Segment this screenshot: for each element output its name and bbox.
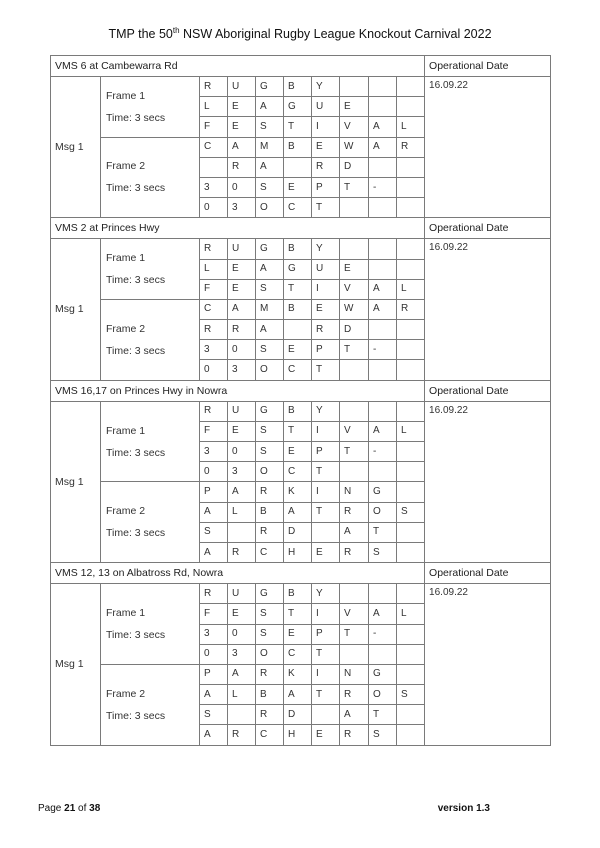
message-label: Msg 1 xyxy=(51,239,101,380)
operational-date: 16.09.22 xyxy=(425,401,551,563)
letter-cell: P xyxy=(312,340,340,360)
letter-cell xyxy=(397,462,425,482)
letter-cell: T xyxy=(340,442,369,462)
letter-cell: B xyxy=(256,685,284,705)
frame-cell xyxy=(101,482,200,563)
letter-cell: R xyxy=(256,705,284,725)
letter-cell: V xyxy=(340,117,369,137)
letter-cell: R xyxy=(340,502,369,522)
letter-cell: V xyxy=(340,604,369,624)
title-suffix: NSW Aboriginal Rugby League Knockout Carnival 2022 xyxy=(179,27,492,42)
letter-cell xyxy=(397,177,425,197)
letter-cell xyxy=(397,239,425,259)
frame-cell xyxy=(101,137,200,218)
letter-cell: E xyxy=(228,259,256,279)
letter-cell: - xyxy=(369,624,397,644)
letter-cell: L xyxy=(397,117,425,137)
letter-cell: V xyxy=(340,421,369,441)
letter-cell xyxy=(340,198,369,218)
operational-date: 16.09.22 xyxy=(425,239,551,380)
letter-cell: 0 xyxy=(200,360,228,380)
letter-cell: G xyxy=(256,401,284,421)
letter-cell: S xyxy=(256,177,284,197)
letter-cell: P xyxy=(200,664,228,684)
letter-cell xyxy=(340,360,369,380)
letter-cell: 0 xyxy=(200,198,228,218)
letter-row xyxy=(51,401,551,421)
letter-cell xyxy=(397,482,425,502)
letter-cell: K xyxy=(284,482,312,502)
letter-cell: A xyxy=(228,137,256,157)
letter-cell: S xyxy=(369,725,397,745)
letter-cell xyxy=(340,584,369,604)
letter-cell: A xyxy=(369,421,397,441)
letter-cell: T xyxy=(312,198,340,218)
letter-cell xyxy=(340,462,369,482)
letter-cell: N xyxy=(340,482,369,502)
letter-cell: S xyxy=(256,117,284,137)
message-label: Msg 1 xyxy=(51,77,101,218)
letter-cell: 3 xyxy=(200,624,228,644)
letter-cell: 0 xyxy=(228,177,256,197)
letter-cell: 3 xyxy=(200,442,228,462)
letter-cell: E xyxy=(228,604,256,624)
letter-cell: T xyxy=(340,340,369,360)
letter-cell: T xyxy=(312,502,340,522)
letter-cell: G xyxy=(369,664,397,684)
letter-cell: R xyxy=(256,522,284,542)
letter-cell: P xyxy=(200,482,228,502)
letter-cell: 0 xyxy=(228,624,256,644)
letter-cell: U xyxy=(228,584,256,604)
letter-cell xyxy=(397,725,425,745)
letter-cell: R xyxy=(200,77,228,97)
title-superscript: th xyxy=(172,26,180,35)
letter-cell: C xyxy=(284,198,312,218)
letter-cell xyxy=(340,401,369,421)
letter-cell: H xyxy=(284,725,312,745)
letter-cell: E xyxy=(228,117,256,137)
letter-cell: R xyxy=(312,320,340,340)
letter-cell: A xyxy=(256,259,284,279)
letter-cell: A xyxy=(369,117,397,137)
letter-cell: E xyxy=(284,177,312,197)
letter-cell xyxy=(397,401,425,421)
letter-cell: O xyxy=(369,502,397,522)
letter-cell: - xyxy=(369,340,397,360)
letter-cell: T xyxy=(284,421,312,441)
letter-cell: A xyxy=(369,137,397,157)
letter-cell: Y xyxy=(312,401,340,421)
operational-date-header: Operational Date xyxy=(425,380,551,401)
frame-time: Time: 3 secs xyxy=(106,344,166,357)
letter-cell: R xyxy=(200,401,228,421)
letter-cell xyxy=(228,705,256,725)
letter-cell: S xyxy=(200,705,228,725)
letter-cell: A xyxy=(256,157,284,177)
frame-cell xyxy=(101,584,200,665)
frame-cell xyxy=(101,401,200,482)
version-label: version 1.3 xyxy=(437,803,490,814)
frame-time: Time: 3 secs xyxy=(106,111,166,124)
section-header-row xyxy=(51,563,551,584)
letter-cell: A xyxy=(369,279,397,299)
letter-cell xyxy=(340,77,369,97)
frame-name: Frame 2 xyxy=(106,322,146,335)
frame-cell xyxy=(101,77,200,138)
letter-cell: E xyxy=(228,279,256,299)
letter-cell xyxy=(397,664,425,684)
letter-cell: A xyxy=(369,299,397,319)
letter-cell: R xyxy=(228,725,256,745)
letter-cell xyxy=(369,320,397,340)
letter-cell: S xyxy=(397,502,425,522)
letter-cell: R xyxy=(228,157,256,177)
letter-cell xyxy=(312,522,340,542)
letter-cell: 3 xyxy=(228,644,256,664)
operational-date: 16.09.22 xyxy=(425,77,551,218)
section-header-row xyxy=(51,56,551,77)
operational-date-header: Operational Date xyxy=(425,563,551,584)
letter-cell: Y xyxy=(312,584,340,604)
letter-cell: U xyxy=(228,239,256,259)
letter-cell: T xyxy=(312,644,340,664)
of-word: of xyxy=(75,803,90,814)
letter-cell: 3 xyxy=(228,198,256,218)
letter-cell: B xyxy=(256,502,284,522)
letter-cell xyxy=(397,624,425,644)
letter-cell: E xyxy=(228,421,256,441)
letter-cell: E xyxy=(284,624,312,644)
letter-cell: B xyxy=(284,77,312,97)
letter-cell xyxy=(200,157,228,177)
letter-cell: A xyxy=(284,685,312,705)
frame-time: Time: 3 secs xyxy=(106,709,166,722)
frame-time: Time: 3 secs xyxy=(106,629,166,641)
letter-cell xyxy=(397,705,425,725)
letter-cell: C xyxy=(256,725,284,745)
letter-cell: E xyxy=(284,442,312,462)
letter-cell xyxy=(369,77,397,97)
title-prefix: TMP the 50 xyxy=(108,27,173,42)
letter-cell: P xyxy=(312,442,340,462)
frame-name: Frame 1 xyxy=(106,424,146,437)
letter-cell: A xyxy=(200,542,228,562)
letter-cell: E xyxy=(284,340,312,360)
letter-cell xyxy=(397,77,425,97)
letter-cell xyxy=(397,442,425,462)
letter-cell: A xyxy=(200,725,228,745)
letter-cell: I xyxy=(312,421,340,441)
letter-cell: A xyxy=(228,482,256,502)
letter-cell: S xyxy=(256,442,284,462)
letter-cell: W xyxy=(340,299,369,319)
letter-cell: T xyxy=(284,604,312,624)
letter-cell: P xyxy=(312,177,340,197)
letter-cell xyxy=(397,259,425,279)
letter-cell: L xyxy=(200,97,228,117)
letter-cell: U xyxy=(228,401,256,421)
letter-cell xyxy=(284,157,312,177)
letter-cell: R xyxy=(340,685,369,705)
letter-cell: C xyxy=(284,462,312,482)
letter-cell: - xyxy=(369,177,397,197)
letter-cell xyxy=(369,584,397,604)
frame-time: Time: 3 secs xyxy=(106,527,166,540)
letter-cell: U xyxy=(312,97,340,117)
letter-cell: C xyxy=(256,542,284,562)
letter-cell: D xyxy=(284,705,312,725)
letter-cell xyxy=(369,157,397,177)
letter-cell: R xyxy=(397,137,425,157)
letter-cell: 3 xyxy=(228,360,256,380)
letter-cell xyxy=(397,340,425,360)
letter-cell: T xyxy=(340,624,369,644)
letter-cell: I xyxy=(312,664,340,684)
section-header-row xyxy=(51,218,551,239)
letter-row xyxy=(51,77,551,97)
letter-cell: E xyxy=(228,97,256,117)
letter-cell: S xyxy=(200,522,228,542)
letter-cell: 0 xyxy=(200,462,228,482)
letter-cell: V xyxy=(340,279,369,299)
letter-cell: P xyxy=(312,624,340,644)
vms-message-table xyxy=(50,55,551,746)
letter-cell: F xyxy=(200,421,228,441)
operational-date-header: Operational Date xyxy=(425,56,551,77)
frame-cell xyxy=(101,239,200,300)
vms-location: VMS 2 at Princes Hwy xyxy=(51,218,425,239)
letter-cell: G xyxy=(256,239,284,259)
letter-cell: D xyxy=(284,522,312,542)
page-current: 21 xyxy=(64,803,76,814)
letter-cell xyxy=(340,644,369,664)
letter-cell: R xyxy=(340,542,369,562)
letter-cell: T xyxy=(340,177,369,197)
letter-cell: G xyxy=(256,584,284,604)
operational-date-header: Operational Date xyxy=(425,218,551,239)
letter-cell: 3 xyxy=(228,462,256,482)
letter-cell: S xyxy=(397,685,425,705)
letter-cell: L xyxy=(200,259,228,279)
letter-cell: A xyxy=(200,502,228,522)
letter-cell: K xyxy=(284,664,312,684)
letter-cell: Y xyxy=(312,239,340,259)
letter-cell xyxy=(397,360,425,380)
letter-cell: I xyxy=(312,279,340,299)
letter-cell: S xyxy=(256,279,284,299)
vms-location: VMS 16,17 on Princes Hwy in Nowra xyxy=(51,380,425,401)
letter-cell xyxy=(397,198,425,218)
letter-cell: E xyxy=(312,137,340,157)
letter-cell xyxy=(397,522,425,542)
letter-cell: E xyxy=(312,299,340,319)
letter-cell: S xyxy=(256,604,284,624)
letter-cell: F xyxy=(200,279,228,299)
letter-cell: R xyxy=(397,299,425,319)
letter-cell xyxy=(369,239,397,259)
letter-cell: R xyxy=(228,320,256,340)
letter-cell: B xyxy=(284,401,312,421)
letter-cell: N xyxy=(340,664,369,684)
letter-cell: A xyxy=(228,664,256,684)
letter-cell: T xyxy=(312,462,340,482)
frame-name: Frame 1 xyxy=(106,252,146,265)
letter-cell: B xyxy=(284,137,312,157)
letter-cell: S xyxy=(369,542,397,562)
letter-cell: - xyxy=(369,442,397,462)
page-total: 38 xyxy=(89,803,101,814)
letter-cell: T xyxy=(312,360,340,380)
letter-cell: T xyxy=(369,522,397,542)
letter-cell: R xyxy=(200,239,228,259)
letter-cell: 0 xyxy=(200,644,228,664)
letter-cell xyxy=(397,644,425,664)
letter-cell: C xyxy=(200,299,228,319)
frame-time: Time: 3 secs xyxy=(106,446,166,459)
letter-cell: U xyxy=(312,259,340,279)
letter-cell: E xyxy=(312,725,340,745)
frame-cell xyxy=(101,299,200,380)
letter-cell: G xyxy=(284,97,312,117)
message-label: Msg 1 xyxy=(51,584,101,746)
letter-cell: B xyxy=(284,584,312,604)
letter-cell: W xyxy=(340,137,369,157)
frame-cell xyxy=(101,664,200,745)
letter-cell: 0 xyxy=(228,340,256,360)
letter-cell: A xyxy=(340,522,369,542)
document-title xyxy=(0,26,600,41)
letter-cell: T xyxy=(369,705,397,725)
letter-cell: G xyxy=(284,259,312,279)
letter-cell xyxy=(369,462,397,482)
letter-cell: G xyxy=(369,482,397,502)
letter-row xyxy=(51,239,551,259)
letter-cell: A xyxy=(284,502,312,522)
letter-cell xyxy=(369,644,397,664)
letter-cell: E xyxy=(312,542,340,562)
message-label: Msg 1 xyxy=(51,401,101,563)
letter-cell: M xyxy=(256,137,284,157)
frame-name: Frame 1 xyxy=(106,607,146,619)
letter-cell xyxy=(228,522,256,542)
letter-cell xyxy=(397,320,425,340)
letter-cell: I xyxy=(312,604,340,624)
frame-name: Frame 2 xyxy=(106,687,146,700)
letter-cell: O xyxy=(256,462,284,482)
frame-name: Frame 1 xyxy=(106,89,146,102)
operational-date: 16.09.22 xyxy=(425,584,551,746)
letter-cell: B xyxy=(284,239,312,259)
letter-cell: O xyxy=(369,685,397,705)
letter-cell: L xyxy=(397,279,425,299)
letter-cell: C xyxy=(284,360,312,380)
letter-cell: G xyxy=(256,77,284,97)
frame-time: Time: 3 secs xyxy=(106,274,166,287)
letter-cell: R xyxy=(228,542,256,562)
letter-cell: R xyxy=(312,157,340,177)
letter-cell: O xyxy=(256,198,284,218)
letter-cell: O xyxy=(256,644,284,664)
frame-time: Time: 3 secs xyxy=(106,182,166,195)
letter-cell: Y xyxy=(312,77,340,97)
letter-cell: L xyxy=(397,604,425,624)
letter-cell: R xyxy=(200,320,228,340)
letter-cell: S xyxy=(256,624,284,644)
letter-cell xyxy=(369,198,397,218)
letter-cell: E xyxy=(340,259,369,279)
letter-cell: 3 xyxy=(200,340,228,360)
letter-cell: R xyxy=(340,725,369,745)
letter-cell: A xyxy=(340,705,369,725)
letter-cell: I xyxy=(312,482,340,502)
letter-cell xyxy=(369,401,397,421)
letter-cell: S xyxy=(256,421,284,441)
letter-cell xyxy=(397,542,425,562)
letter-cell: C xyxy=(284,644,312,664)
vms-location: VMS 6 at Cambewarra Rd xyxy=(51,56,425,77)
letter-cell: A xyxy=(228,299,256,319)
vms-location: VMS 12, 13 on Albatross Rd, Nowra xyxy=(51,563,425,584)
letter-cell: A xyxy=(200,685,228,705)
letter-cell: A xyxy=(256,97,284,117)
letter-cell: T xyxy=(284,279,312,299)
letter-row xyxy=(51,584,551,604)
letter-cell xyxy=(369,360,397,380)
letter-cell: M xyxy=(256,299,284,319)
letter-cell xyxy=(369,97,397,117)
letter-cell: O xyxy=(256,360,284,380)
frame-name: Frame 2 xyxy=(106,160,146,173)
letter-cell: E xyxy=(340,97,369,117)
letter-cell: F xyxy=(200,117,228,137)
letter-cell: T xyxy=(284,117,312,137)
letter-cell xyxy=(397,584,425,604)
letter-cell xyxy=(340,239,369,259)
letter-cell: D xyxy=(340,157,369,177)
letter-cell: A xyxy=(369,604,397,624)
letter-cell: R xyxy=(256,482,284,502)
page-word: Page xyxy=(38,803,65,814)
letter-cell: 0 xyxy=(228,442,256,462)
letter-cell: F xyxy=(200,604,228,624)
letter-cell xyxy=(397,157,425,177)
letter-cell: T xyxy=(312,685,340,705)
section-header-row xyxy=(51,380,551,401)
letter-cell: 3 xyxy=(200,177,228,197)
letter-cell: B xyxy=(284,299,312,319)
frame-name: Frame 2 xyxy=(106,505,146,518)
letter-cell xyxy=(397,97,425,117)
letter-cell xyxy=(284,320,312,340)
letter-cell: H xyxy=(284,542,312,562)
letter-cell: L xyxy=(397,421,425,441)
letter-cell: R xyxy=(200,584,228,604)
letter-cell xyxy=(369,259,397,279)
letter-cell: D xyxy=(340,320,369,340)
letter-cell: L xyxy=(228,685,256,705)
letter-cell: C xyxy=(200,137,228,157)
letter-cell: R xyxy=(256,664,284,684)
letter-cell: L xyxy=(228,502,256,522)
page-number xyxy=(38,803,100,814)
letter-cell: S xyxy=(256,340,284,360)
letter-cell: I xyxy=(312,117,340,137)
letter-cell xyxy=(312,705,340,725)
letter-cell: U xyxy=(228,77,256,97)
letter-cell: A xyxy=(256,320,284,340)
